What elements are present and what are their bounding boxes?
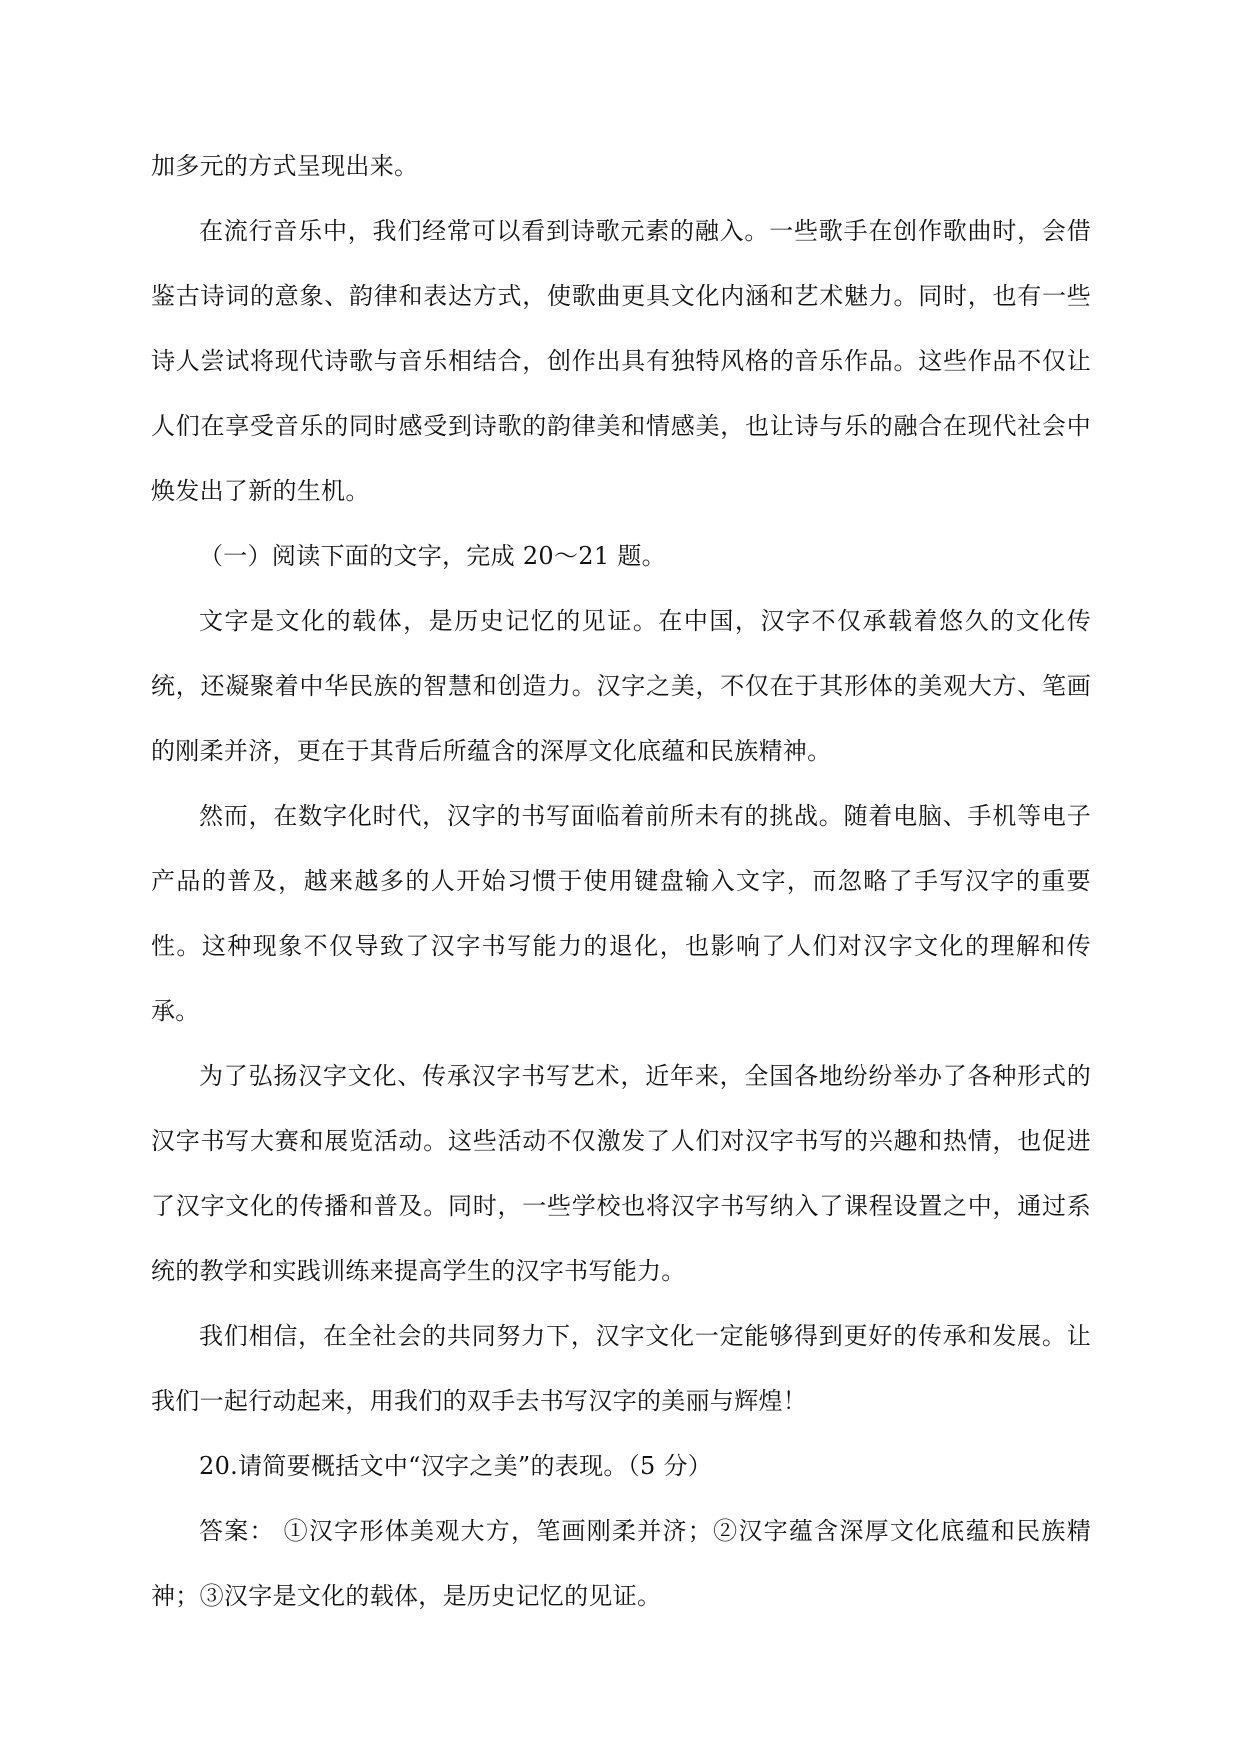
lead-continuation: 加多元的方式呈现出来。 <box>151 152 419 180</box>
passage-paragraph-1: 文字是文化的载体，是历史记忆的见证。在中国，汉字不仅承载着悠久的文化传统，还凝聚着中华民族的智慧和创造力。汉字之美，不仅在于其形体的美观大方、笔画的刚柔并济，更在于其背后所蕴含的深厚文化底蕴和民族精神。 <box>151 607 1091 765</box>
question-20: 20.请简要概括文中“汉字之美”的表现。（5 分） <box>199 1452 713 1480</box>
document-page <box>151 134 1091 1629</box>
answer-20: 答案： ①汉字形体美观大方，笔画刚柔并济；②汉字蕴含深厚文化底蕴和民族精神；③汉字是文化的载体，是历史记忆的见证。 <box>151 1517 1091 1610</box>
intro-paragraph: 在流行音乐中，我们经常可以看到诗歌元素的融入。一些歌手在创作歌曲时，会借鉴古诗词的意象、韵律和表达方式，使歌曲更具文化内涵和艺术魅力。同时，也有一些诗人尝试将现代诗歌与音乐相结合，创作出具有独特风格的音乐作品。这些作品不仅让人们在享受音乐的同时感受到诗歌的韵律美和情感美，也让诗与乐的融合在现代社会中焕发出了新的生机。 <box>151 217 1091 505</box>
passage-paragraph-3: 为了弘扬汉字文化、传承汉字书写艺术，近年来，全国各地纷纷举办了各种形式的汉字书写大赛和展览活动。这些活动不仅激发了人们对汉字书写的兴趣和热情，也促进了汉字文化的传播和普及。同时，一些学校也将汉字书写纳入了课程设置之中，通过系统的教学和实践训练来提高学生的汉字书写能力。 <box>151 1062 1091 1285</box>
passage-paragraph-2: 然而，在数字化时代，汉字的书写面临着前所未有的挑战。随着电脑、手机等电子产品的普及，越来越多的人开始习惯于使用键盘输入文字，而忽略了手写汉字的重要性。这种现象不仅导致了汉字书写能力的退化，也影响了人们对汉字文化的理解和传承。 <box>151 802 1091 1025</box>
passage-paragraph-4: 我们相信，在全社会的共同努力下，汉字文化一定能够得到更好的传承和发展。让我们一起行动起来，用我们的双手去书写汉字的美丽与辉煌！ <box>151 1322 1091 1415</box>
section-heading: （一）阅读下面的文字，完成 20～21 题。 <box>199 542 666 570</box>
